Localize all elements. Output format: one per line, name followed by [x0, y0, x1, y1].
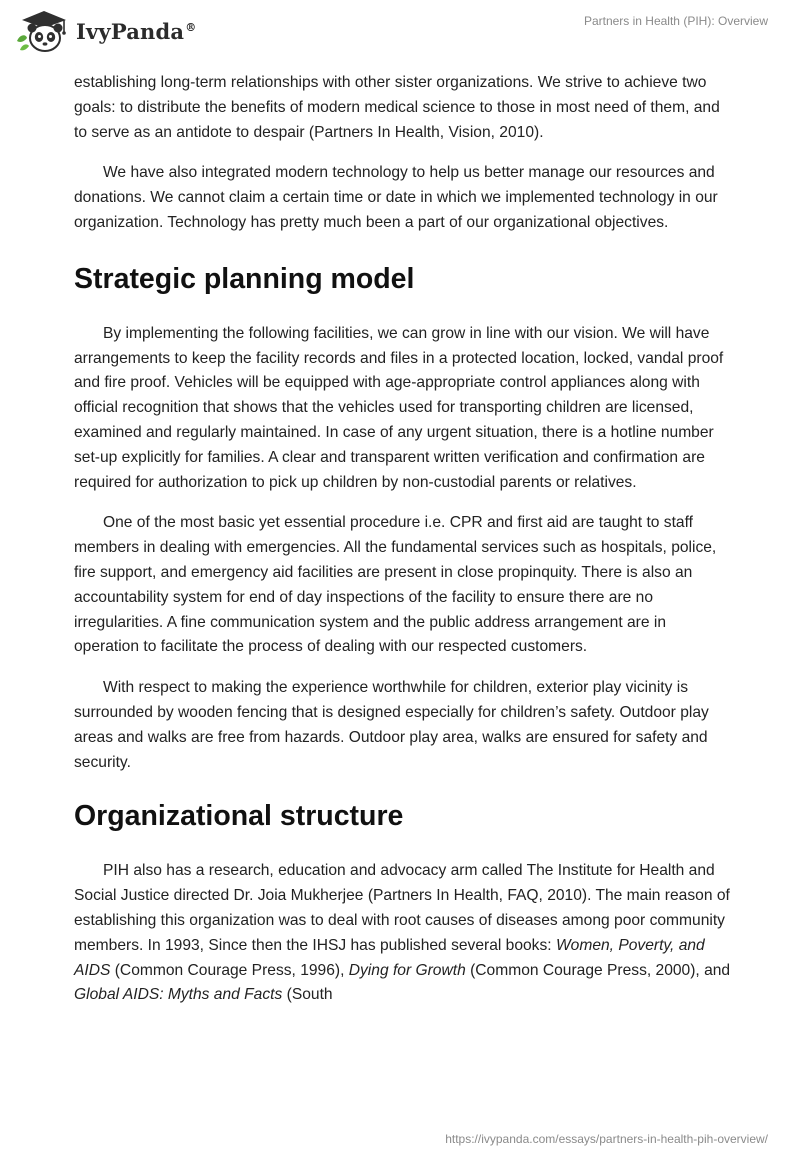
brand-name: IvyPanda® [76, 18, 197, 44]
ivypanda-logo[interactable] [14, 8, 196, 54]
book-title: Women, Poverty, and AIDS [74, 936, 705, 979]
paragraph-technology: We have also integrated modern technology to help us better manage our resources and donations. We cannot claim a certain time or date in which we implemented technology in our organization. Technology has pretty much been a part of our organizational objectives. [74, 164, 718, 231]
document-title: Partners in Health (PIH): Overview [583, 14, 768, 28]
paragraph-play-areas: With respect to making the experience worthwhile for children, exterior play vicinity is surrounded by wooden fencing that is designed especially for children’s safety. Outdoor play areas and walks are free from hazards. Outdoor play area, walks are ensured for safety and security. [74, 679, 709, 771]
text-run: (Common Courage Press, 2000), and [465, 961, 731, 979]
registered-mark: ® [185, 20, 197, 34]
essay-content [74, 71, 734, 1024]
text-run: PIH also has a research, education and advocacy arm called The Institute for Health and Social Justice directed Dr. Joia Mukherjee (Partners In Health, FAQ, 2010). The main reason of establishing this organization was to deal with root causes of diseases among poor community members. In 1993, Since then the IHSJ has published several books: [74, 862, 730, 954]
text-run: (Common Courage Press, 1996), [110, 961, 349, 979]
panda-graduate-icon [14, 8, 70, 54]
text-run: (South [282, 986, 333, 1004]
heading-strategic-planning-model: Strategic planning model [74, 262, 415, 295]
heading-organizational-structure: Organizational structure [74, 800, 404, 833]
source-url[interactable]: https://ivypanda.com/essays/partners-in-health-pih-overview/ [445, 1132, 768, 1146]
book-title: Global AIDS: Myths and Facts [74, 986, 283, 1004]
book-title: Dying for Growth [348, 961, 466, 979]
paragraph-facilities: By implementing the following facilities, we can grow in line with our vision. We will have arrangements to keep the facility records and files in a protected location, locked, vandal proof and fire proof. Vehicles will be equipped with age-appropriate control appliances along with official recognition that shows that the vehicles used for transporting children are licensed, examined and regularly maintained. In case of any urgent situation, there is a hotline number set-up explicitly for families. A clear and transparent written verification and confirmation are required for authorization to pick up children by non-custodial parents or relatives. [74, 324, 724, 491]
paragraph-research-arm [74, 859, 734, 1008]
paragraph-vision-continued: establishing long-term relationships with other sister organizations. We strive to achieve two goals: to distribute the benefits of modern medical science to those in most need of them, and to serve as an antidote to despair (Partners In Health, Vision, 2010). [74, 74, 720, 141]
paragraph-emergencies: One of the most basic yet essential procedure i.e. CPR and first aid are taught to staff members in dealing with emergencies. All the fundamental services such as hospitals, police, fire support, and emergency aid facilities are present in close propinquity. There is also an accountability system for end of day inspections of the facility to ensure there are no irregularities. A fine communication system and the public address arrangement are in operation to facilitate the process of dealing with our respected customers. [74, 514, 717, 656]
page-header [0, 0, 800, 66]
